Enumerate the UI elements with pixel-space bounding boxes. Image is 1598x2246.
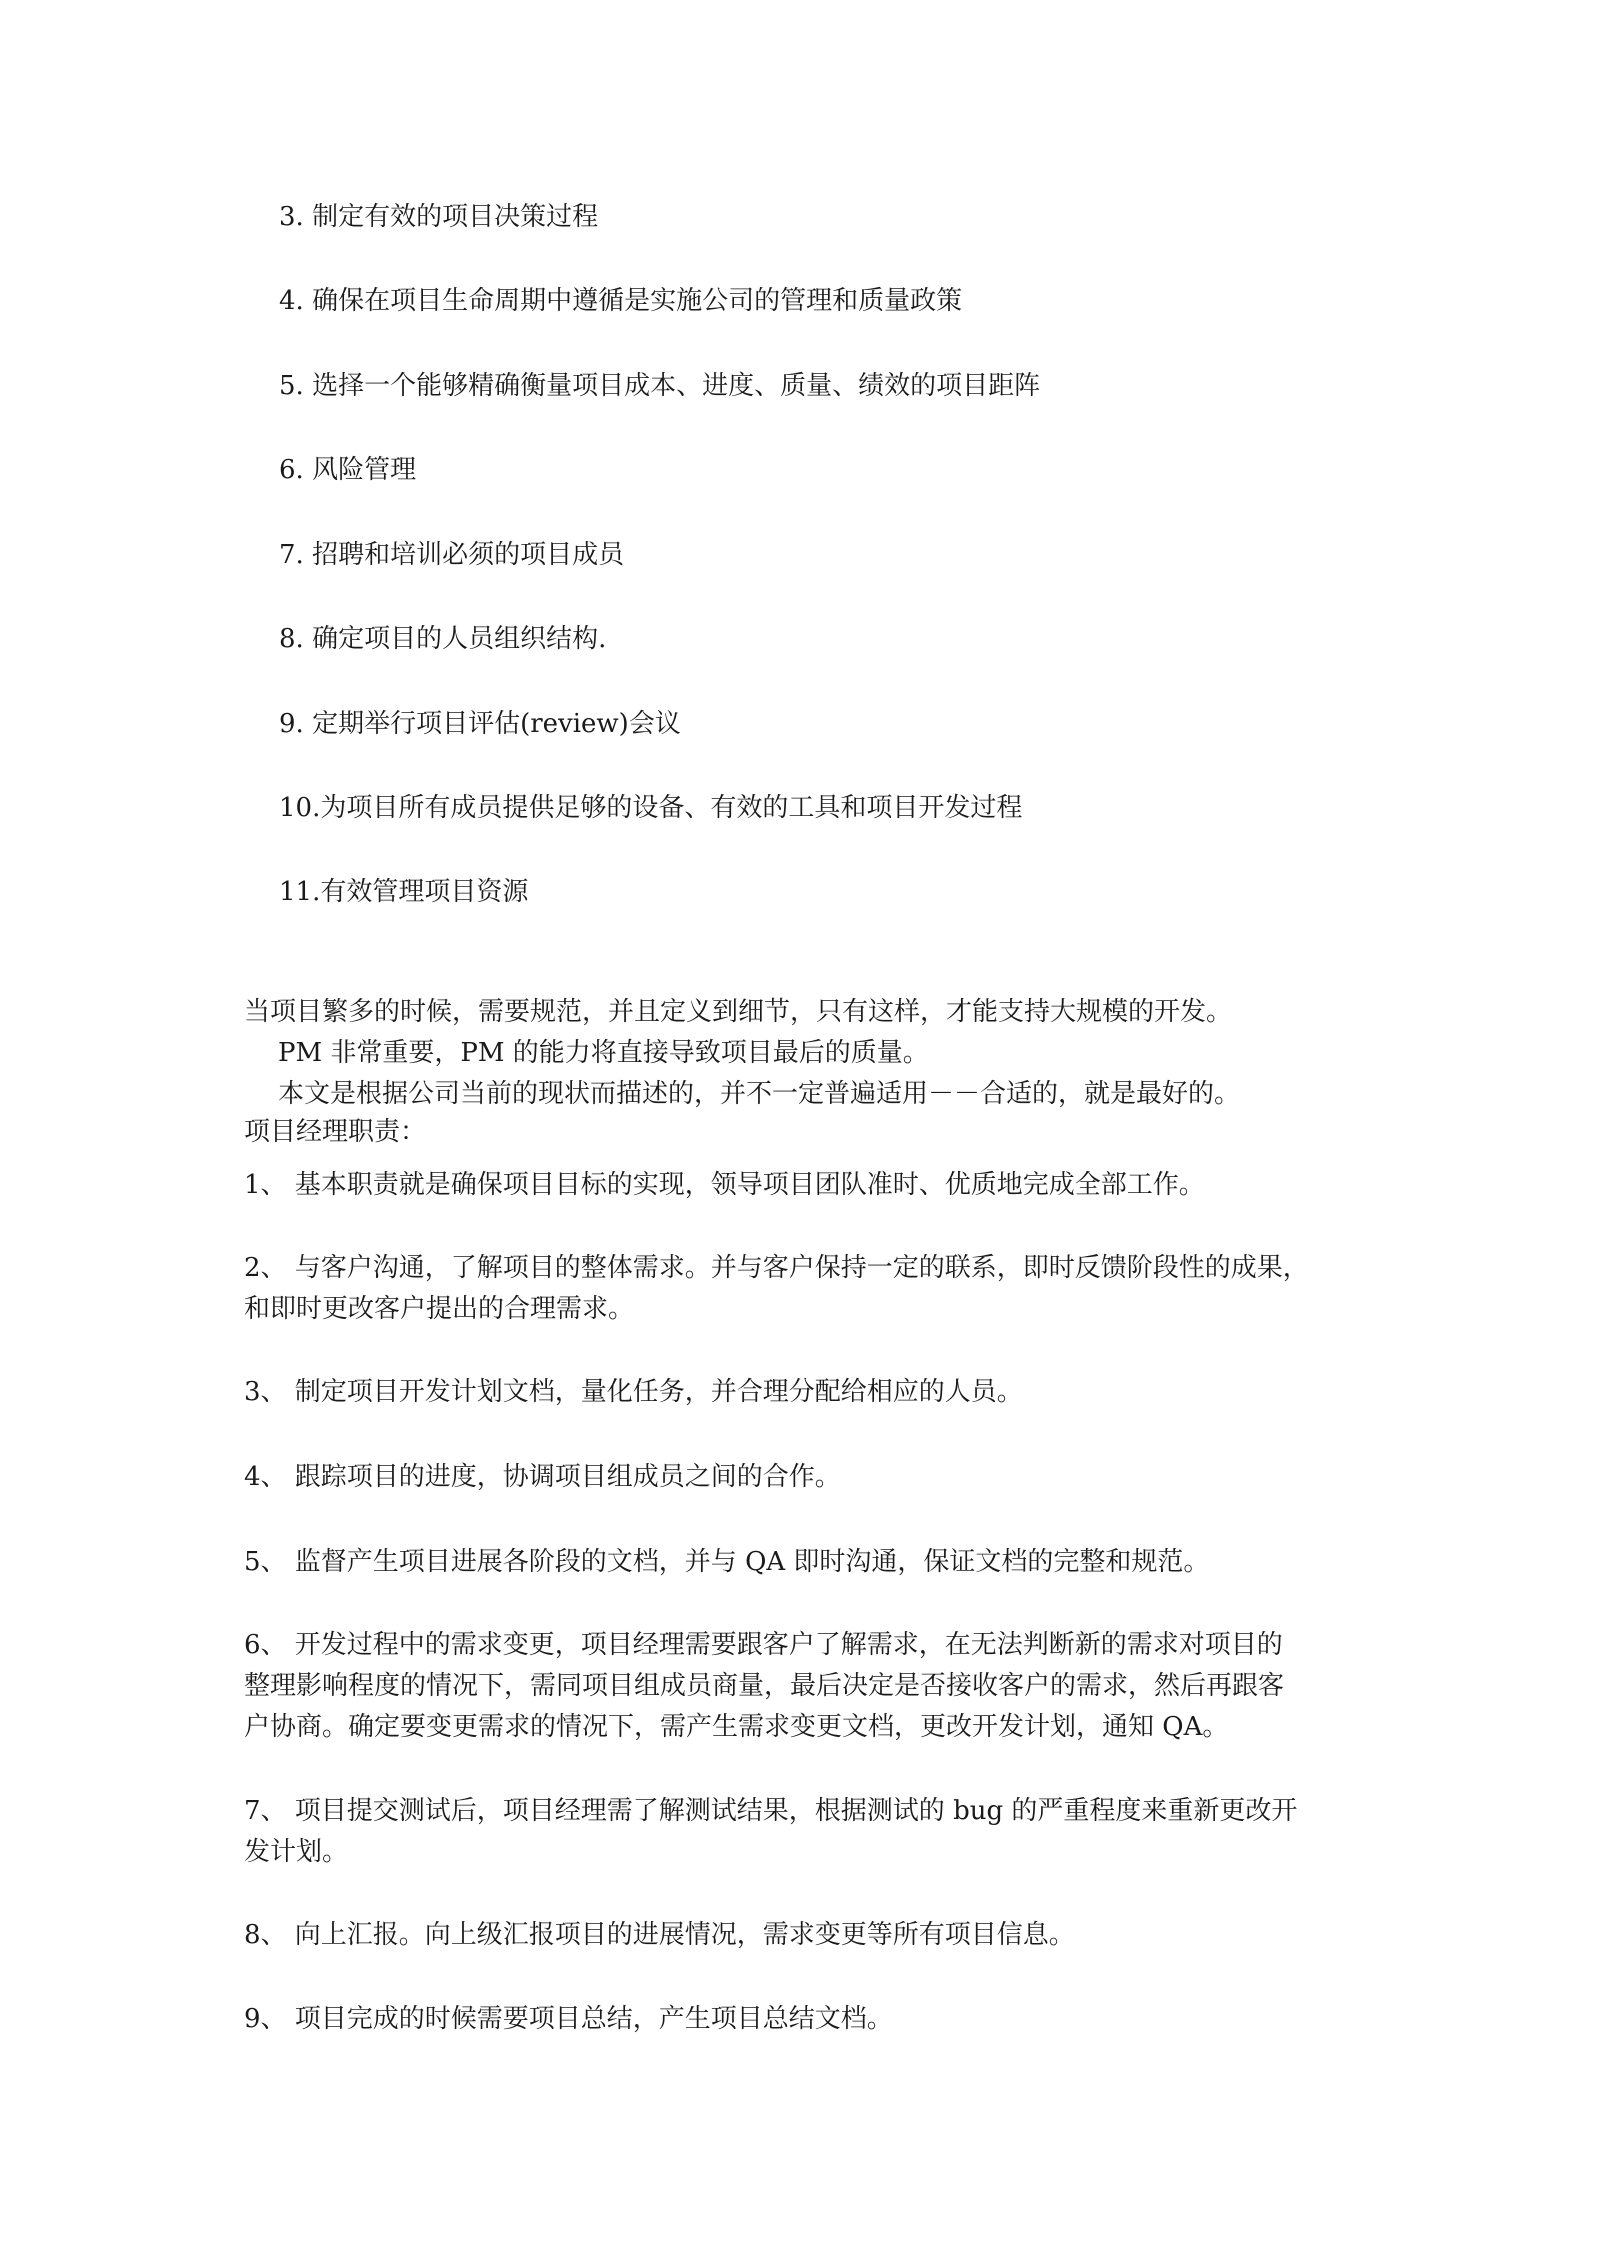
duty-item	[244, 1542, 1374, 1583]
duty-line: 2、 与客户沟通，了解项目的整体需求。并与客户保持一定的联系，即时反馈阶段性的成果，	[244, 1253, 1309, 1283]
duty-item	[244, 1791, 1374, 1873]
duty-item	[244, 1248, 1374, 1330]
duty-line: 6、 开发过程中的需求变更，项目经理需要跟客户了解需求，在无法判断新的需求对项目的	[244, 1630, 1283, 1660]
duty-line: 发计划。	[244, 1837, 349, 1867]
duty-line: 9、 项目完成的时候需要项目总结，产生项目总结文档。	[244, 2004, 893, 2034]
list-item: 4. 确保在项目生命周期中遵循是实施公司的管理和质量政策	[279, 286, 963, 316]
list-item: 7. 招聘和培训必须的项目成员	[279, 540, 625, 570]
duty-line: 整理影响程度的情况下，需同项目组成员商量，最后决定是否接收客户的需求，然后再跟客	[244, 1671, 1285, 1701]
duty-line: 3、 制定项目开发计划文档，量化任务，并合理分配给相应的人员。	[244, 1377, 1023, 1407]
section-heading: 项目经理职责：	[244, 1117, 427, 1147]
duty-line: 5、 监督产生项目进展各阶段的文档，并与 QA 即时沟通，保证文档的完整和规范。	[244, 1547, 1210, 1577]
intro-line: 本文是根据公司当前的现状而描述的，并不一定普遍适用－－合适的，就是最好的。	[278, 1079, 1241, 1109]
list-item: 10.为项目所有成员提供足够的设备、有效的工具和项目开发过程	[279, 793, 1023, 823]
list-item: 8. 确定项目的人员组织结构.	[279, 624, 607, 654]
duty-item	[244, 1457, 1374, 1498]
duty-item	[244, 1372, 1374, 1413]
duty-line: 户协商。确定要变更需求的情况下，需产生需求变更文档，更改开发计划，通知 QA。	[244, 1712, 1229, 1742]
duty-item	[244, 1625, 1374, 1748]
duty-line: 7、 项目提交测试后，项目经理需了解测试结果，根据测试的 bug 的严重程度来重新更改开	[244, 1796, 1298, 1826]
list-item: 11.有效管理项目资源	[279, 877, 529, 907]
list-item: 6. 风险管理	[279, 455, 417, 485]
list-item: 9. 定期举行项目评估(review)会议	[279, 709, 681, 739]
list-item: 3. 制定有效的项目决策过程	[279, 202, 599, 232]
duty-item	[244, 1999, 1374, 2040]
duty-item	[244, 1165, 1374, 1206]
list-item: 5. 选择一个能够精确衡量项目成本、进度、质量、绩效的项目距阵	[279, 371, 1041, 401]
duty-line: 和即时更改客户提出的合理需求。	[244, 1294, 635, 1324]
duty-line: 1、 基本职责就是确保项目目标的实现，领导项目团队准时、优质地完成全部工作。	[244, 1170, 1205, 1200]
intro-line: PM 非常重要，PM 的能力将直接导致项目最后的质量。	[278, 1038, 929, 1068]
duty-line: 8、 向上汇报。向上级汇报项目的进展情况，需求变更等所有项目信息。	[244, 1920, 1075, 1950]
intro-line: 当项目繁多的时候，需要规范，并且定义到细节，只有这样，才能支持大规模的开发。	[244, 997, 1233, 1027]
duty-line: 4、 跟踪项目的进度，协调项目组成员之间的合作。	[244, 1462, 841, 1492]
duty-item	[244, 1915, 1374, 1956]
